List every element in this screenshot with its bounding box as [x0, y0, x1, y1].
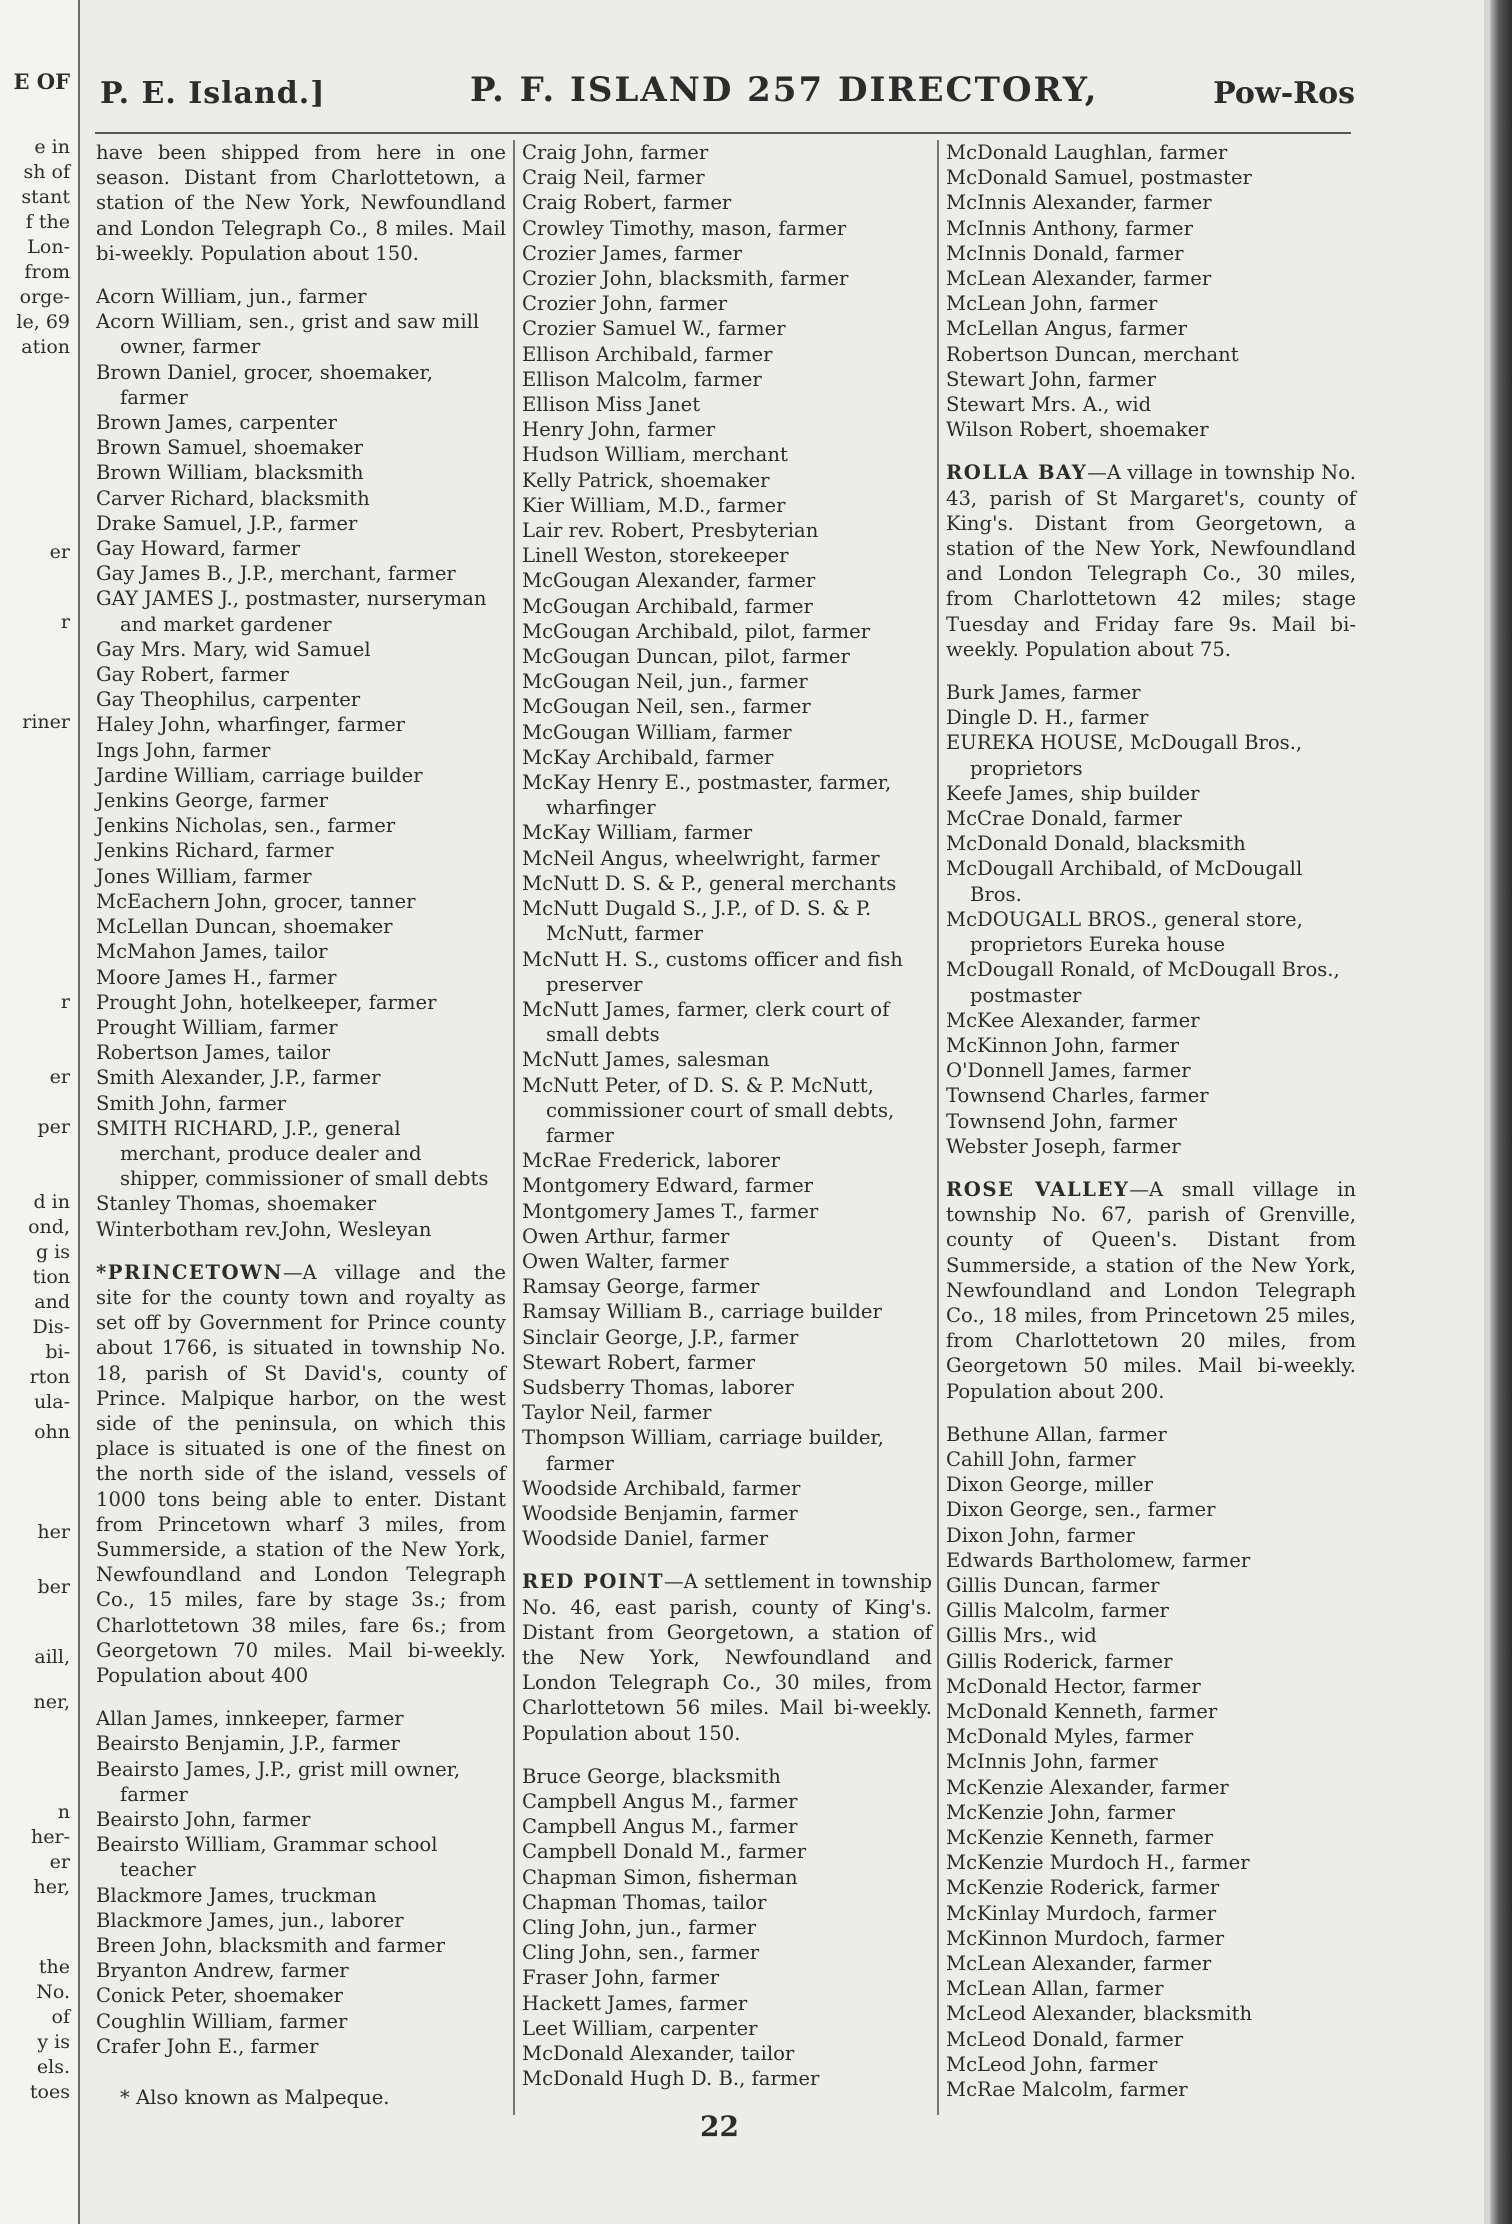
gutter-fragment: per — [37, 1116, 70, 1138]
column-3 — [946, 140, 1356, 2120]
directory-entry: McGougan Archibald, farmer — [522, 594, 813, 618]
column-divider — [937, 140, 939, 2115]
directory-entry: Dingle D. H., farmer — [946, 706, 1149, 730]
directory-entry: GAY JAMES J., postmaster, nurseryman and market gardener — [96, 587, 487, 636]
directory-entry: Kelly Patrick, shoemaker — [522, 468, 770, 492]
directory-entry: Stewart Mrs. A., wid — [946, 393, 1152, 417]
directory-entry: Brown James, carpenter — [96, 411, 338, 435]
gutter-fragment: le, 69 — [16, 311, 70, 333]
place-name: ROSE VALLEY — [946, 1177, 1130, 1201]
column-1 — [96, 140, 506, 2110]
directory-entry: McKenzie Kenneth, farmer — [946, 1826, 1214, 1849]
directory-entry: Beairsto William, Grammar school teacher — [96, 1833, 438, 1882]
place-name: ROLLA BAY — [946, 461, 1088, 485]
directory-entry: McKay Henry E., postmaster, farmer, wharfinger — [522, 771, 892, 820]
directory-entry: McGougan Alexander, farmer — [522, 569, 816, 593]
gutter-fragment: her — [37, 1521, 70, 1543]
place-description — [96, 140, 506, 266]
directory-entry: Montgomery James T., farmer — [522, 1199, 819, 1223]
directory-entry: Gay Robert, farmer — [96, 663, 289, 687]
directory-entry: McGougan Duncan, pilot, farmer — [522, 645, 850, 669]
gutter-fragment: f the — [25, 211, 70, 233]
directory-entry: Jenkins Richard, farmer — [96, 839, 334, 863]
directory-entry: Conick Peter, shoemaker — [96, 1984, 343, 2008]
description-text: have been shipped from here in one season. Distant from Charlottetown, a station of the New York, Newfoundland and London Telegraph Co., 8 miles. Mail bi-weekly. Population about 150. — [96, 141, 506, 265]
header-rule — [95, 132, 1351, 134]
gutter-fragment: d in — [33, 1191, 70, 1213]
book-spine-edge — [1490, 0, 1512, 2224]
directory-entry: Brown Daniel, grocer, shoemaker, farmer — [96, 360, 433, 409]
gutter-fragment: from — [24, 261, 70, 283]
directory-entry: Wilson Robert, shoemaker — [946, 418, 1209, 442]
directory-entry: McDonald Donald, blacksmith — [946, 832, 1246, 856]
gutter-fragment: E OF — [13, 69, 70, 94]
directory-entry: Chapman Thomas, tailor — [522, 1890, 767, 1914]
directory-entry: McKay William, farmer — [522, 821, 753, 845]
directory-entry: McDonald Kenneth, farmer — [946, 1699, 1218, 1723]
directory-entry: Winterbotham rev.John, Wesleyan — [96, 1217, 432, 1241]
directory-entry: McCrae Donald, farmer — [946, 807, 1182, 831]
gutter-fragment: ohn — [34, 1421, 70, 1443]
directory-entry: Campbell Angus M., farmer — [522, 1815, 798, 1839]
directory-entry: McKenzie Roderick, farmer — [946, 1876, 1220, 1900]
gutter-fragment: rton — [29, 1366, 70, 1388]
directory-entry: Gay Theophilus, carpenter — [96, 688, 361, 712]
directory-entry: McGougan William, farmer — [522, 720, 792, 744]
gutter-fragment: of — [51, 2006, 70, 2028]
directory-entry: Sinclair George, J.P., farmer — [522, 1325, 799, 1349]
place-description — [946, 460, 1356, 662]
gutter-fragment: ond, — [28, 1216, 70, 1238]
gutter-fragment: r — [60, 611, 70, 633]
directory-entry: Townsend Charles, farmer — [946, 1084, 1209, 1108]
directory-entry: Breen John, blacksmith and farmer — [96, 1934, 446, 1958]
directory-entry: Edwards Bartholomew, farmer — [946, 1548, 1251, 1572]
directory-entry: Stewart Robert, farmer — [522, 1350, 756, 1374]
directory-entry: McDonald Hugh D. B., farmer — [522, 2067, 820, 2091]
directory-entry: Craig Robert, farmer — [522, 191, 732, 215]
directory-entry: Blackmore James, jun., laborer — [96, 1908, 404, 1932]
directory-entry: Kier William, M.D., farmer — [522, 493, 786, 517]
directory-entry: McNeil Angus, wheelwright, farmer — [522, 846, 880, 870]
page-number: 22 — [700, 2110, 739, 2143]
directory-entry: Craig Neil, farmer — [522, 166, 705, 190]
directory-entry: Burk James, farmer — [946, 681, 1141, 705]
directory-entry: McDonald Hector, farmer — [946, 1674, 1201, 1698]
directory-entry: McNutt H. S., customs officer and fish preserver — [522, 947, 903, 996]
header-center-title: P. F. ISLAND 257 DIRECTORY, — [470, 70, 1099, 110]
directory-entry: McGougan Neil, jun., farmer — [522, 670, 808, 694]
directory-entry: Dixon George, sen., farmer — [946, 1498, 1216, 1522]
directory-entry: Gay Mrs. Mary, wid Samuel — [96, 637, 371, 661]
gutter-fragment: orge- — [19, 286, 70, 308]
directory-entry: Blackmore James, truckman — [96, 1883, 377, 1907]
gutter-fragment: stant — [21, 186, 70, 208]
directory-entry: McLellan Duncan, shoemaker — [96, 915, 393, 939]
directory-entry: Dixon George, miller — [946, 1473, 1154, 1497]
directory-entry: Drake Samuel, J.P., farmer — [96, 511, 358, 535]
directory-entry: Webster Joseph, farmer — [946, 1134, 1181, 1158]
directory-entry: McLeod Donald, farmer — [946, 2027, 1184, 2051]
directory-entry: McNutt D. S. & P., general merchants — [522, 871, 897, 895]
place-name: RED POINT — [522, 1570, 665, 1594]
directory-entry: Owen Walter, farmer — [522, 1249, 729, 1273]
directory-entry: McLellan Angus, farmer — [946, 317, 1187, 341]
directory-entry: McGougan Archibald, pilot, farmer — [522, 619, 871, 643]
gutter-fragment: the — [38, 1956, 70, 1978]
directory-entry: SMITH RICHARD, J.P., general merchant, produce dealer and shipper, commissioner of small debts — [96, 1116, 489, 1191]
directory-entry: McDonald Myles, farmer — [946, 1725, 1194, 1749]
column-divider — [513, 140, 515, 2115]
place-description — [522, 1569, 932, 1745]
directory-entry: McKay Archibald, farmer — [522, 745, 774, 769]
gutter-fragment: bi- — [45, 1341, 70, 1363]
directory-entry: Stewart John, farmer — [946, 367, 1157, 391]
directory-entry: Bruce George, blacksmith — [522, 1764, 781, 1788]
directory-entry: Hudson William, merchant — [522, 443, 788, 467]
directory-entry: Stanley Thomas, shoemaker — [96, 1192, 377, 1216]
directory-entry: Woodside Benjamin, farmer — [522, 1501, 798, 1525]
directory-entry: Crozier James, farmer — [522, 241, 742, 265]
directory-entry: Moore James H., farmer — [96, 965, 337, 989]
previous-page-text-fragments — [0, 0, 74, 2224]
directory-entry: McNutt James, farmer, clerk court of small debts — [522, 997, 890, 1047]
directory-entry: McInnis John, farmer — [946, 1750, 1158, 1774]
directory-entry: McMahon James, tailor — [96, 940, 328, 964]
gutter-fragment: e in — [34, 136, 70, 158]
directory-entry: Prought John, hotelkeeper, farmer — [96, 990, 437, 1014]
directory-entry: McInnis Alexander, farmer — [946, 191, 1212, 215]
directory-entry: Gillis Mrs., wid — [946, 1624, 1097, 1648]
gutter-fragment: y is — [37, 2031, 70, 2053]
directory-entry: Gay Howard, farmer — [96, 537, 301, 561]
directory-entry: McNutt Peter, of D. S. & P. McNutt, commissioner court of small debts, farmer — [522, 1073, 895, 1147]
gutter-fragment: er — [49, 541, 70, 563]
description-text: —A small village in township No. 67, parish of Grenville, county of Queen's. Distant from Summerside, a station of the New York, Newfoundland and London Telegraph Co., 18 miles, from Princetown 25 miles, from Charlottetown 20 miles, from Georgetown 50 miles. Mail bi-weekly. Population about 200. — [946, 1177, 1356, 1403]
directory-entry: Ramsay George, farmer — [522, 1275, 760, 1299]
directory-entry: Fraser John, farmer — [522, 1966, 720, 1990]
directory-entry: Beairsto Benjamin, J.P., farmer — [96, 1732, 400, 1756]
directory-entry: McKenzie John, farmer — [946, 1800, 1175, 1824]
directory-entry: Smith Alexander, J.P., farmer — [96, 1066, 381, 1090]
directory-entry: Bethune Allan, farmer — [946, 1422, 1167, 1446]
directory-entry: Beairsto James, J.P., grist mill owner, farmer — [96, 1757, 461, 1806]
directory-entry: Jenkins Nicholas, sen., farmer — [96, 814, 396, 838]
running-header — [0, 70, 1512, 120]
directory-entry: Gay James B., J.P., merchant, farmer — [96, 562, 456, 586]
place-description — [946, 1177, 1356, 1404]
directory-entry: Carver Richard, blacksmith — [96, 486, 370, 510]
directory-entry: Jones William, farmer — [96, 864, 312, 888]
gutter-fragment: ula- — [33, 1391, 70, 1413]
directory-entry: Ellison Miss Janet — [522, 393, 701, 417]
directory-entry: Crozier John, farmer — [522, 292, 728, 316]
directory-entry: Owen Arthur, farmer — [522, 1224, 730, 1248]
directory-entry: McKinnon John, farmer — [946, 1033, 1180, 1057]
directory-entry: McLean John, farmer — [946, 292, 1158, 316]
directory-entry: Haley John, wharfinger, farmer — [96, 713, 406, 737]
directory-entry: Thompson William, carriage builder, farmer — [522, 1426, 884, 1475]
directory-entry: Coughlin William, farmer — [96, 2009, 348, 2033]
directory-entry: McDonald Alexander, tailor — [522, 2042, 795, 2066]
directory-entry: Gillis Malcolm, farmer — [946, 1599, 1169, 1623]
gutter-fragment: aill, — [34, 1646, 70, 1668]
directory-entry: McInnis Donald, farmer — [946, 241, 1184, 265]
gutter-fragment: sh of — [23, 161, 70, 183]
gutter-fragment: er — [49, 1066, 70, 1088]
directory-entry: Smith John, farmer — [96, 1091, 287, 1115]
directory-entry: Jenkins George, farmer — [96, 789, 328, 813]
place-name: *PRINCETOWN — [96, 1260, 283, 1284]
gutter-fragment: tion — [32, 1266, 70, 1288]
directory-entry: Cling John, sen., farmer — [522, 1941, 760, 1965]
directory-entry: Ramsay William B., carriage builder — [522, 1300, 882, 1324]
directory-entry: Hackett James, farmer — [522, 1991, 748, 2015]
directory-entry: Craig John, farmer — [522, 141, 709, 164]
directory-entry: Ellison Malcolm, farmer — [522, 367, 762, 391]
directory-entry: Townsend John, farmer — [946, 1109, 1177, 1133]
gutter-fragment: Lon- — [27, 236, 70, 258]
gutter-fragment: and — [34, 1291, 70, 1313]
directory-entry: O'Donnell James, farmer — [946, 1059, 1191, 1083]
gutter-fragment: ation — [21, 336, 70, 358]
directory-entry: McDougall Ronald, of McDougall Bros., postmaster — [946, 958, 1340, 1007]
directory-entry: McDougall Archibald, of McDougall Bros. — [946, 857, 1303, 906]
directory-entry: Cling John, jun., farmer — [522, 1916, 757, 1940]
directory-entry: Robertson Duncan, merchant — [946, 342, 1239, 366]
directory-entry: Gillis Duncan, farmer — [946, 1573, 1160, 1597]
directory-entry: Taylor Neil, farmer — [522, 1401, 712, 1425]
directory-entry: McLean Alexander, farmer — [946, 1952, 1212, 1976]
directory-entry: McLean Alexander, farmer — [946, 267, 1212, 291]
directory-entry: Ellison Archibald, farmer — [522, 342, 773, 366]
directory-entry: McRae Frederick, laborer — [522, 1149, 780, 1173]
description-text: —A village and the site for the county town and royalty as set off by Government for Prince county about 1766, is situated in township No. 18, parish of St David's, county of Prince. Malpique harbor, on the west side of the peninsula, on which this place is situated is one of the finest on the north side of the island, vessels of 1000 tons being able to enter. Distant from Princetown wharf 3 miles, from Summerside, a station of the New York, Newfoundland and London Telegraph Co., 15 miles, fare by stage 3s.; from Charlottetown 38 miles, fare 6s.; from Georgetown 70 miles. Mail bi-weekly. Population about 400 — [96, 1260, 506, 1687]
directory-entry: Campbell Donald M., farmer — [522, 1840, 807, 1864]
directory-entry: McLean Allan, farmer — [946, 1977, 1164, 2001]
directory-entry: Crafer John E., farmer — [96, 2034, 319, 2058]
place-description — [96, 1260, 506, 1688]
directory-entry: Linell Weston, storekeeper — [522, 544, 789, 568]
directory-entry: McKee Alexander, farmer — [946, 1008, 1200, 1032]
directory-entry: Keefe James, ship builder — [946, 781, 1200, 805]
directory-entry: McKenzie Murdoch H., farmer — [946, 1851, 1250, 1875]
directory-entry: McNutt Dugald S., J.P., of D. S. & P. McNutt, farmer — [522, 897, 872, 946]
directory-entry: Ings John, farmer — [96, 738, 271, 762]
directory-entry: Leet William, carpenter — [522, 2016, 758, 2040]
directory-entry: Allan James, innkeeper, farmer — [96, 1707, 404, 1731]
directory-entry: McEachern John, grocer, tanner — [96, 889, 416, 913]
directory-entry: McKinnon Murdoch, farmer — [946, 1926, 1225, 1950]
directory-entry: Prought William, farmer — [96, 1015, 338, 1039]
directory-entry: Henry John, farmer — [522, 418, 716, 442]
directory-entry: McInnis Anthony, farmer — [946, 216, 1194, 240]
directory-entry: Lair rev. Robert, Presbyterian — [522, 519, 819, 543]
description-text: —A village in township No. 43, parish of St Margaret's, county of King's. Distant from Georgetown, a station of the New York, Newfoundland and London Telegraph Co., 30 miles, from Charlottetown 42 miles; stage Tuesday and Friday fare 9s. Mail bi-weekly. Population about 75. — [946, 461, 1356, 661]
directory-entry: Cahill John, farmer — [946, 1447, 1136, 1471]
directory-entry: Crozier Samuel W., farmer — [522, 317, 786, 341]
directory-entry: McKinlay Murdoch, farmer — [946, 1901, 1217, 1925]
directory-entry: McLeod John, farmer — [946, 2052, 1158, 2076]
gutter-fragment: her- — [31, 1826, 70, 1848]
header-left: P. E. Island.] — [100, 76, 326, 111]
gutter-fragment: riner — [22, 711, 70, 733]
gutter-fragment: her, — [33, 1876, 70, 1898]
directory-entry: Montgomery Edward, farmer — [522, 1174, 814, 1198]
column-2 — [522, 140, 932, 2109]
directory-entry: Crozier John, blacksmith, farmer — [522, 267, 849, 291]
gutter-fragment: els. — [36, 2056, 70, 2078]
directory-entry: Gillis Roderick, farmer — [946, 1649, 1173, 1673]
gutter-fragment: ber — [37, 1576, 70, 1598]
directory-entry: Sudsberry Thomas, laborer — [522, 1375, 794, 1399]
directory-entry: McRae Malcolm, farmer — [946, 2078, 1188, 2102]
gutter-fragment: ner, — [33, 1691, 70, 1713]
directory-entry: McKenzie Alexander, farmer — [946, 1775, 1229, 1799]
footnote: * Also known as Malpeque. — [120, 2086, 390, 2110]
gutter-fragment: g is — [35, 1241, 70, 1263]
directory-entry: Jardine William, carriage builder — [96, 763, 423, 787]
directory-entry: McGougan Neil, sen., farmer — [522, 695, 811, 719]
directory-entry: Bryanton Andrew, farmer — [96, 1959, 349, 1983]
directory-entry: Beairsto John, farmer — [96, 1808, 311, 1831]
gutter-fragment: Dis- — [32, 1316, 70, 1338]
directory-entry: Woodside Daniel, farmer — [522, 1527, 769, 1551]
description-text: —A settlement in township No. 46, east parish, county of King's. Distant from Georgetown, a station of the New York, Newfoundland and London Telegraph Co., 30 miles, from Charlottetown 56 miles. Mail bi-weekly. Population about 150. — [522, 1570, 932, 1745]
directory-entry: Woodside Archibald, farmer — [522, 1476, 801, 1500]
directory-entry: McDonald Samuel, postmaster — [946, 166, 1252, 190]
directory-entry: Acorn William, jun., farmer — [96, 285, 367, 309]
gutter-fragment: er — [49, 1851, 70, 1873]
directory-entry: McNutt James, salesman — [522, 1048, 770, 1072]
directory-entry: Campbell Angus M., farmer — [522, 1790, 798, 1813]
directory-entry: Acorn William, sen., grist and saw mill owner, farmer — [96, 310, 480, 359]
directory-entry: McDonald Laughlan, farmer — [946, 141, 1228, 164]
directory-entry: McDOUGALL BROS., general store, proprietors Eureka house — [946, 907, 1303, 957]
header-right: Pow-Ros — [1213, 76, 1355, 111]
gutter-fragment: n — [57, 1801, 70, 1823]
directory-entry: Robertson James, tailor — [96, 1041, 331, 1065]
gutter-fragment: No. — [36, 1981, 70, 2003]
gutter-fragment: r — [60, 991, 70, 1013]
directory-entry: Brown Samuel, shoemaker — [96, 436, 363, 460]
directory-entry: Crowley Timothy, mason, farmer — [522, 216, 847, 240]
directory-entry: McLeod Alexander, blacksmith — [946, 2002, 1253, 2026]
directory-entry: EUREKA HOUSE, McDougall Bros., proprietors — [946, 731, 1303, 780]
directory-entry: Dixon John, farmer — [946, 1523, 1135, 1547]
gutter-fragment: toes — [29, 2081, 70, 2103]
directory-entry: Brown William, blacksmith — [96, 461, 364, 485]
directory-entry: Chapman Simon, fisherman — [522, 1865, 798, 1889]
